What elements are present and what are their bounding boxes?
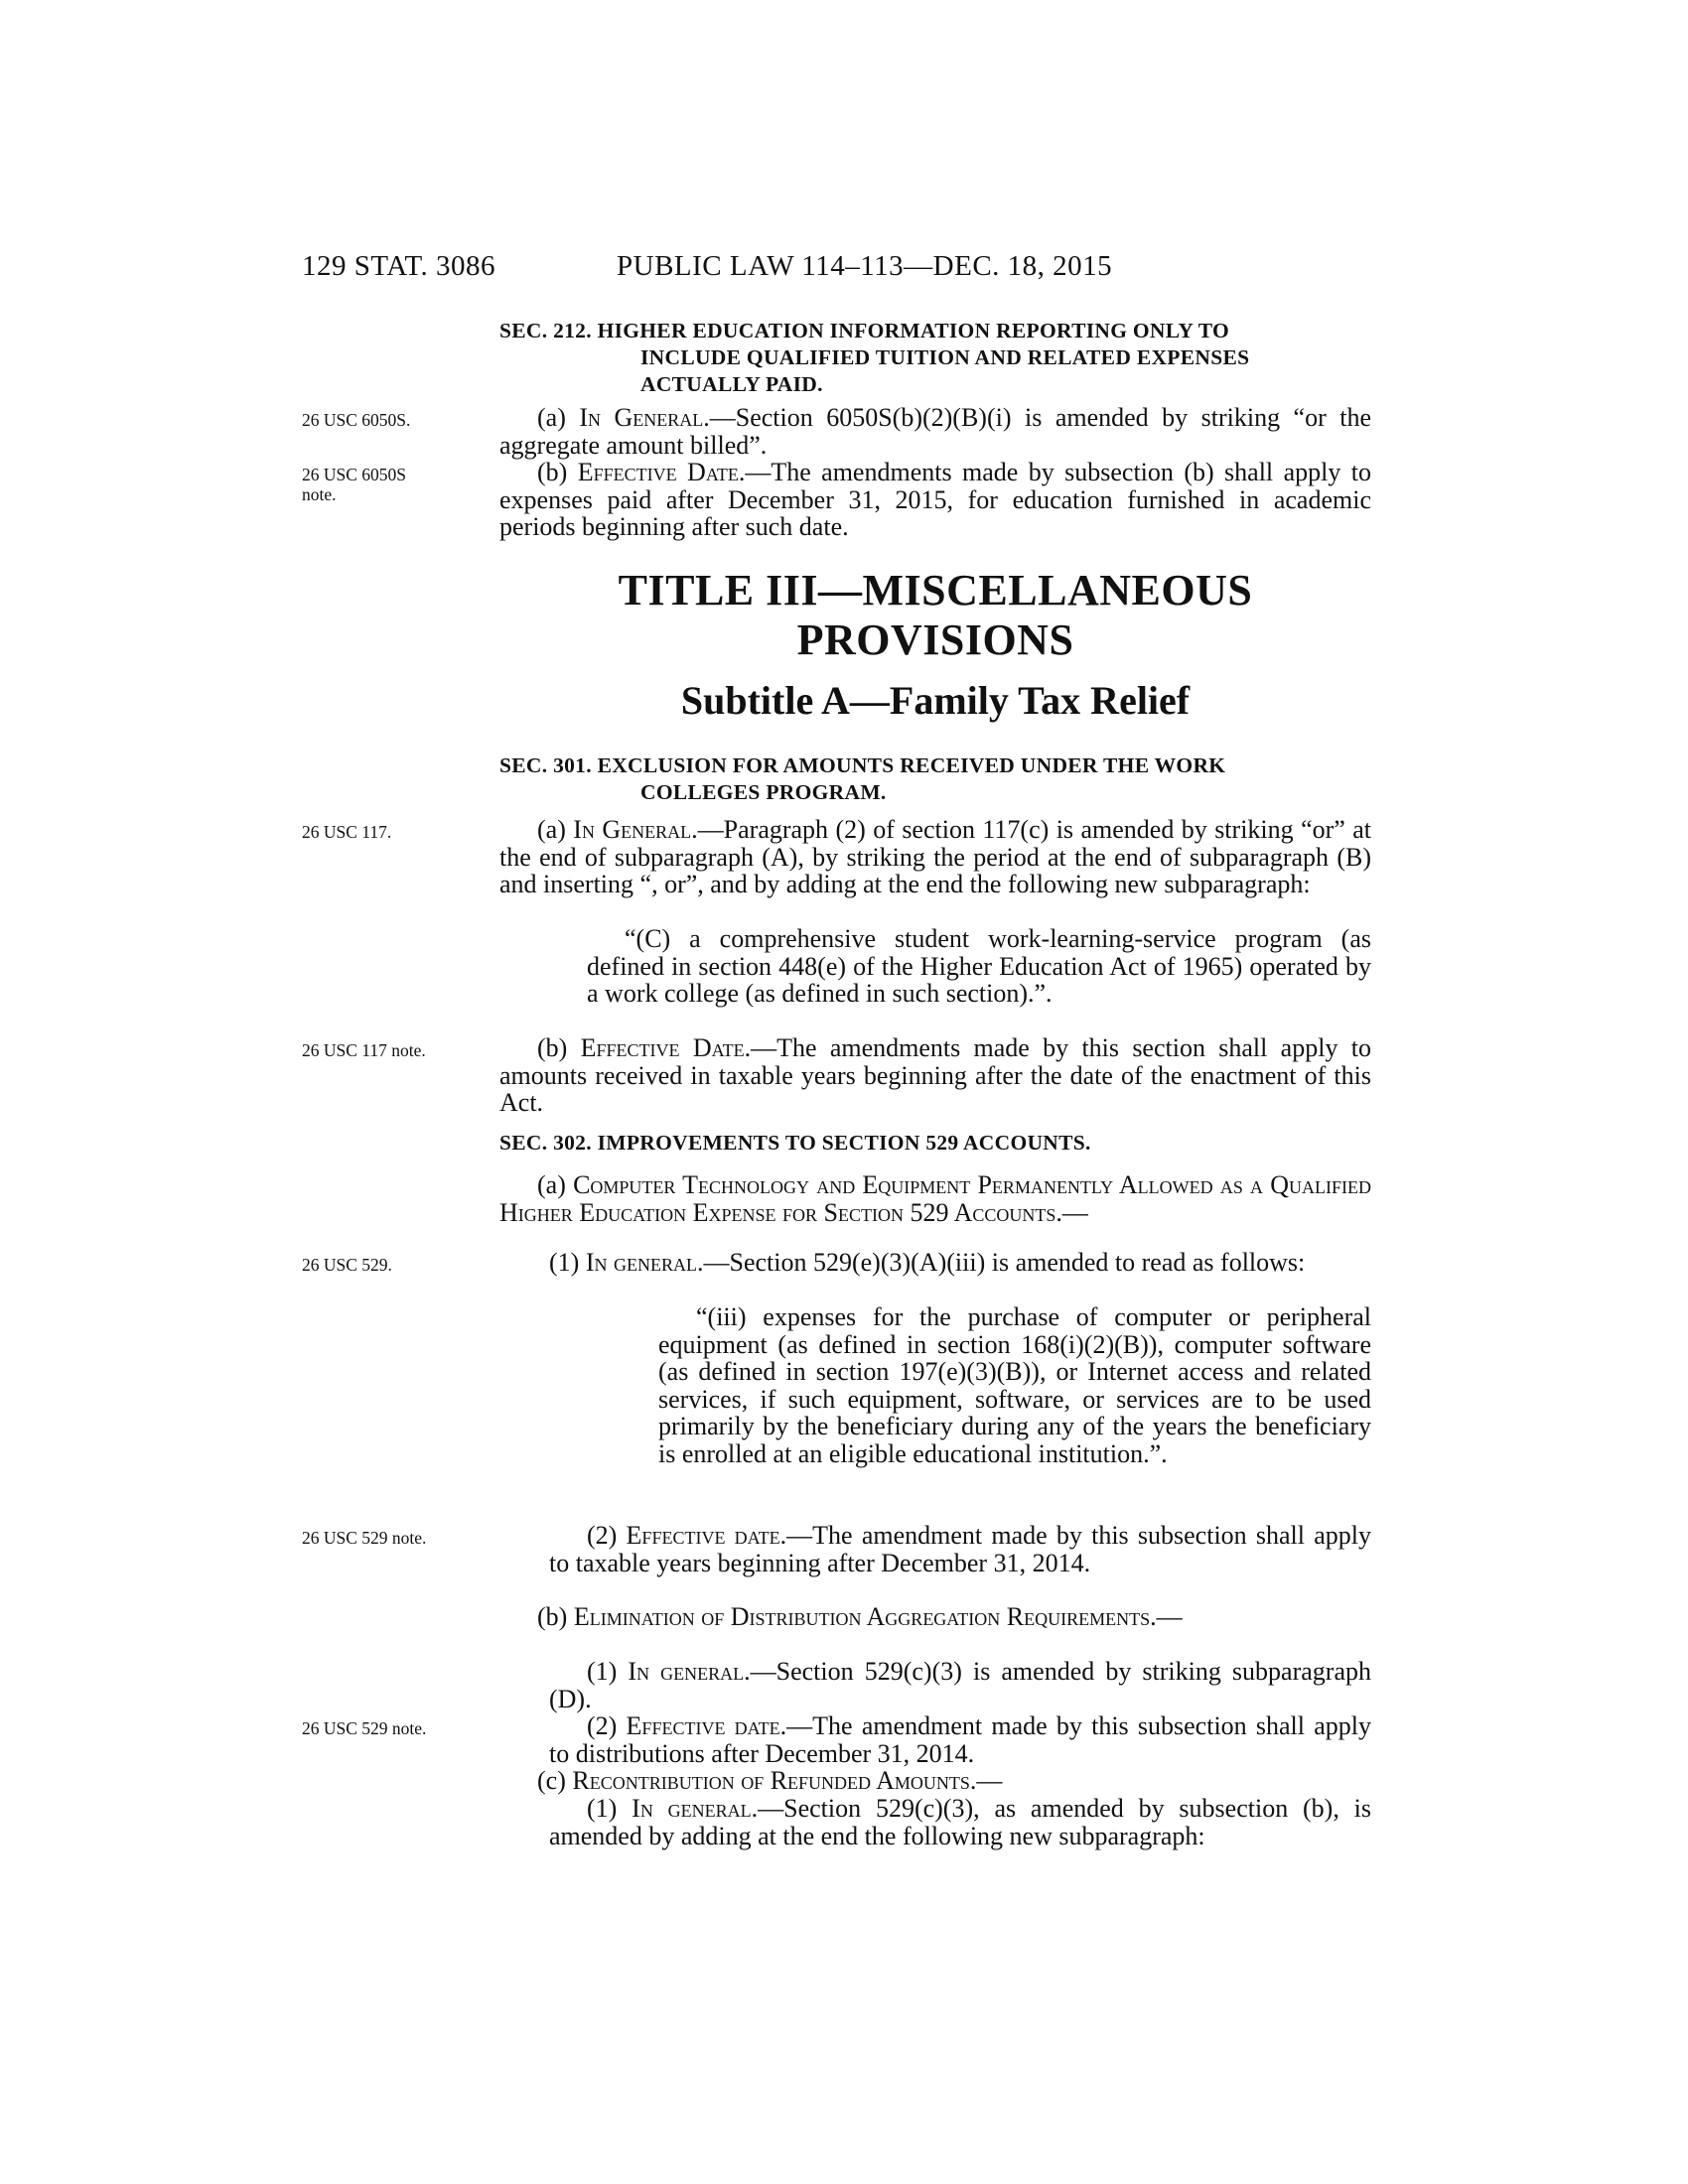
law-citation: PUBLIC LAW 114–113—DEC. 18, 2015	[617, 250, 1113, 282]
sec-302-heading: SEC. 302. IMPROVEMENTS TO SECTION 529 ACCOUNTS.	[499, 1131, 1091, 1155]
subtitle-heading: Subtitle A—Family Tax Relief	[680, 678, 1191, 723]
sec-301-heading	[499, 752, 1371, 806]
margin-note: 26 USC 529.	[302, 1255, 392, 1275]
sec-212-b: (b) Effective Date.—The amendments made by subsection (b) shall apply to expenses paid after December 31, 2015, for education furnished in academic periods beginning after such date.	[499, 458, 1371, 541]
sec-302-c: (c) Recontribution of Refunded Amounts.—	[537, 1766, 1003, 1795]
sec-212-a: (a) In General.—Section 6050S(b)(2)(B)(i) is amended by striking “or the aggregate amount billed”.	[499, 403, 1371, 460]
margin-note: 26 USC 6050S.	[302, 410, 411, 430]
title-line2: PROVISIONS	[796, 615, 1074, 664]
sec-302-b1: (1) In general.—Section 529(c)(3) is amended by striking subparagraph (D).	[549, 1657, 1371, 1713]
sec-301-a: (a) In General.—Paragraph (2) of section 117(c) is amended by striking “or” at the end of subparagraph (A), by striking the period at the end of subparagraph (B) and inserting “, or”, and by adding at the end the following new subparagraph:	[499, 815, 1371, 898]
title-line1: TITLE III—MISCELLANEOUS	[618, 566, 1253, 614]
margin-note: 26 USC 117.	[302, 822, 392, 842]
statute-page: 129 STAT. 3086 PUBLIC LAW 114–113—DEC. 18, 2015 SEC. 212. HIGHER EDUCATION INFORMATION REPORTING ONLY TO INCLUDE QUALIFIED TUITION AND RELATED EXPENSES ACTUALLY PAID. 26 USC 6050S. (a) In General.—Section 6050S(b)(2)(B)(i) is amended by striking “or the aggregate amount billed”. 26 USC 6050S note. (b) Effective Date.—The amendments made by subsection (b) shall apply to expenses paid after December 31, 2015, for education furnished in academic periods beginning after such date. TITLE III—MISCELLANEOUS PROVISIONS Subtitle A—Family Tax Relief SEC. 301. EXCLUSION FOR AMOUNTS RECEIVED UNDER THE WORK COLLEGES PROGRAM. 26 USC 117. (a) In General.—Paragraph (2) of section 117(c) is amended by striking “or” at the end of subparagraph (A), by striking the period at the end of subparagraph (B) and inserting “, or”, and by adding at the end the following new subparagraph: “(C) a comprehensive student work-learning-service program (as defined in section 448(e) of the Higher Education Act of 1965) operated by a work college (as defined in such section).”. 26 USC 117 note. (b) Effective Date.—The amendments made by this section shall apply to amounts received in taxable years beginning after the date of the enactment of this Act. SEC. 302. IMPROVEMENTS TO SECTION 529 ACCOUNTS. (a) Computer Technology and Equipment Permanently Allowed as a Qualified Higher Education Expense for Section 529 Accounts.— 26 USC 529. (1) In general.—Section 529(e)(3)(A)(iii) is amended to read as follows: “(iii) expenses for the purchase of computer or peripheral equipment (as defined in section 168(i)(2)(B)), computer software (as defined in section 197(e)(3)(B)), or Internet access and related services, if such equipment, software, or services are to be used primarily by the beneficiary during any of the years the beneficiary is enrolled at an eligible educational institution.”. 26 USC 529 note. (2) Effective date.—The amendment made by this subsection shall apply to taxable years beginning after December 31, 2014. (b) Elimination of Distribution Aggregation Requirements.— (1) In general.—Section 529(c)(3) is amended by striking subparagraph (D). 26 USC 529 note. (2) Effective date.—The amendment made by this subsection shall apply to distributions after December 31, 2014. (c) Recontribution of Refunded Amounts.— (1) In general.—Section 529(c)(3), as amended by subsection (b), is amended by adding at the end the following new subparagraph:	[0, 0, 1688, 2184]
sec-301-heading-line1: SEC. 301. EXCLUSION FOR AMOUNTS RECEIVED UNDER THE WORK	[499, 753, 1226, 777]
sec-302-c1: (1) In general.—Section 529(c)(3), as amended by subsection (b), is amended by adding at the end the following new subparagraph:	[549, 1794, 1371, 1850]
sec-302-b2: (2) Effective date.—The amendment made by this subsection shall apply to distributions after December 31, 2014.	[549, 1711, 1371, 1768]
sec-301-b: (b) Effective Date.—The amendments made by this section shall apply to amounts received in taxable years beginning after the date of the enactment of this Act.	[499, 1033, 1371, 1117]
sec-301-heading-line2: COLLEGES PROGRAM.	[640, 780, 887, 804]
sec-212-heading	[499, 318, 1371, 398]
sec-302-a1-quote: “(iii) expenses for the purchase of computer or peripheral equipment (as defined in section 168(i)(2)(B)), computer software (as defined in section 197(e)(3)(B)), or Internet access and related services, if such equipment, software, or services are to be used primarily by the beneficiary during any of the years the beneficiary is enrolled at an eligible educational institution.”.	[658, 1302, 1371, 1468]
sec-212-heading-line2: INCLUDE QUALIFIED TUITION AND RELATED EXPENSES	[640, 345, 1250, 369]
sec-302-a: (a) Computer Technology and Equipment Permanently Allowed as a Qualified Higher Education Expense for Section 529 Accounts.—	[499, 1170, 1371, 1227]
margin-note: 26 USC 529 note.	[302, 1528, 427, 1548]
margin-note: 26 USC 117 note.	[302, 1040, 426, 1060]
margin-note: 26 USC 6050S note.	[302, 465, 407, 504]
sec-301-quote: “(C) a comprehensive student work-learning-service program (as defined in section 448(e) of the Higher Education Act of 1965) operated by a work college (as defined in such section).”.	[587, 924, 1371, 1008]
sec-212-heading-line1: SEC. 212. HIGHER EDUCATION INFORMATION REPORTING ONLY TO	[499, 319, 1230, 342]
page-folio: 129 STAT. 3086	[302, 250, 496, 282]
sec-212-heading-line3: ACTUALLY PAID.	[640, 372, 823, 396]
margin-note: 26 USC 529 note.	[302, 1718, 427, 1738]
running-head	[302, 250, 1374, 290]
sec-302-b: (b) Elimination of Distribution Aggregation Requirements.—	[537, 1602, 1183, 1631]
sec-302-a1: (1) In general.—Section 529(e)(3)(A)(iii) is amended to read as follows:	[549, 1248, 1306, 1277]
title-heading	[499, 566, 1371, 665]
